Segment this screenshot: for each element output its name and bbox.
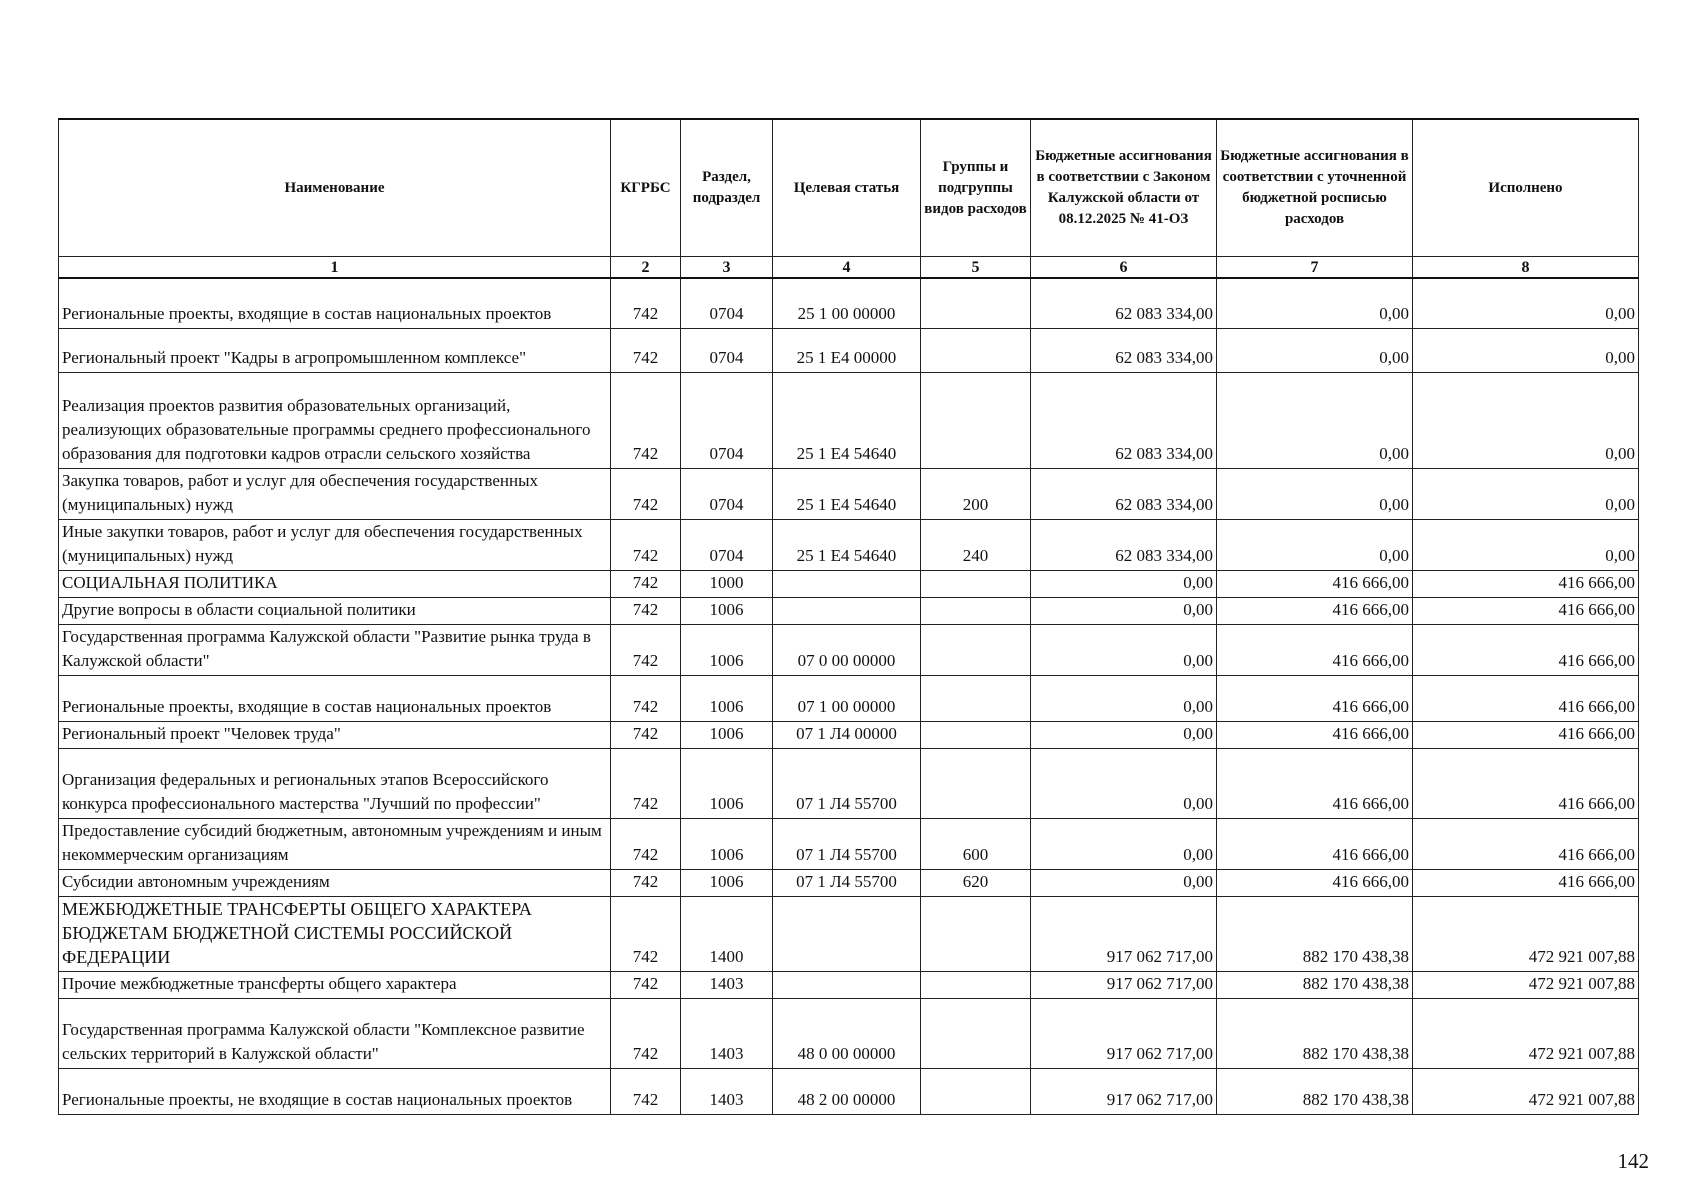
table-row xyxy=(59,971,1639,998)
row-law: 0,00 xyxy=(1031,597,1217,624)
row-law: 0,00 xyxy=(1031,675,1217,721)
budget-table xyxy=(58,118,1639,1115)
row-law: 62 083 334,00 xyxy=(1031,278,1217,328)
header-row xyxy=(59,119,1639,257)
row-group: 240 xyxy=(921,519,1031,570)
row-target: 07 1 Л4 00000 xyxy=(773,721,921,748)
row-section: 0704 xyxy=(681,372,773,468)
row-law: 0,00 xyxy=(1031,570,1217,597)
row-group xyxy=(921,372,1031,468)
row-name: МЕЖБЮДЖЕТНЫЕ ТРАНСФЕРТЫ ОБЩЕГО ХАРАКТЕРА БЮДЖЕТАМ БЮДЖЕТНОЙ СИСТЕМЫ РОССИЙСКОЙ ФЕДЕРАЦИИ xyxy=(59,896,611,971)
column-number: 1 xyxy=(59,257,611,279)
row-target: 07 1 Л4 55700 xyxy=(773,818,921,869)
row-target: 25 1 Е4 54640 xyxy=(773,519,921,570)
row-executed: 472 921 007,88 xyxy=(1413,1068,1639,1114)
row-executed: 416 666,00 xyxy=(1413,675,1639,721)
row-target: 07 1 Л4 55700 xyxy=(773,748,921,818)
table-row xyxy=(59,278,1639,328)
table-row xyxy=(59,896,1639,971)
row-name: Региональный проект "Человек труда" xyxy=(59,721,611,748)
row-law: 62 083 334,00 xyxy=(1031,372,1217,468)
header-target: Целевая статья xyxy=(773,119,921,257)
row-group xyxy=(921,328,1031,372)
row-law: 0,00 xyxy=(1031,869,1217,896)
row-target: 07 0 00 00000 xyxy=(773,624,921,675)
row-executed: 416 666,00 xyxy=(1413,721,1639,748)
row-executed: 0,00 xyxy=(1413,468,1639,519)
row-section: 1006 xyxy=(681,721,773,748)
row-section: 0704 xyxy=(681,278,773,328)
row-target: 48 0 00 00000 xyxy=(773,998,921,1068)
row-section: 1400 xyxy=(681,896,773,971)
row-executed: 472 921 007,88 xyxy=(1413,998,1639,1068)
row-group: 620 xyxy=(921,869,1031,896)
row-name: Региональные проекты, не входящие в состав национальных проектов xyxy=(59,1068,611,1114)
row-section: 0704 xyxy=(681,519,773,570)
header-executed: Исполнено xyxy=(1413,119,1639,257)
row-name: Государственная программа Калужской области "Комплексное развитие сельских территорий в Калужской области" xyxy=(59,998,611,1068)
row-executed: 416 666,00 xyxy=(1413,570,1639,597)
row-name: Предоставление субсидий бюджетным, автономным учреждениям и иным некоммерческим организациям xyxy=(59,818,611,869)
row-target xyxy=(773,971,921,998)
row-section: 0704 xyxy=(681,468,773,519)
row-kgrbs: 742 xyxy=(611,468,681,519)
row-refined: 416 666,00 xyxy=(1217,597,1413,624)
row-executed: 0,00 xyxy=(1413,519,1639,570)
row-refined: 0,00 xyxy=(1217,328,1413,372)
row-executed: 416 666,00 xyxy=(1413,869,1639,896)
column-number: 5 xyxy=(921,257,1031,279)
row-target: 25 1 Е4 54640 xyxy=(773,372,921,468)
row-law: 0,00 xyxy=(1031,748,1217,818)
row-name: Государственная программа Калужской области "Развитие рынка труда в Калужской области" xyxy=(59,624,611,675)
row-group xyxy=(921,1068,1031,1114)
row-group xyxy=(921,998,1031,1068)
row-executed: 416 666,00 xyxy=(1413,818,1639,869)
row-refined: 0,00 xyxy=(1217,372,1413,468)
row-kgrbs: 742 xyxy=(611,971,681,998)
row-executed: 0,00 xyxy=(1413,278,1639,328)
table-row xyxy=(59,675,1639,721)
row-kgrbs: 742 xyxy=(611,869,681,896)
row-name: Организация федеральных и региональных этапов Всероссийского конкурса профессионального мастерства "Лучший по профессии" xyxy=(59,748,611,818)
row-kgrbs: 742 xyxy=(611,372,681,468)
row-group: 600 xyxy=(921,818,1031,869)
row-name: Реализация проектов развития образовательных организаций, реализующих образовательные программы среднего профессионального образования для подготовки кадров отрасли сельского хозяйства xyxy=(59,372,611,468)
row-law: 917 062 717,00 xyxy=(1031,971,1217,998)
table-row xyxy=(59,519,1639,570)
row-refined: 416 666,00 xyxy=(1217,869,1413,896)
row-target xyxy=(773,597,921,624)
row-refined: 0,00 xyxy=(1217,278,1413,328)
row-name: Региональные проекты, входящие в состав национальных проектов xyxy=(59,675,611,721)
budget-sheet xyxy=(58,118,1638,1115)
row-target: 07 1 00 00000 xyxy=(773,675,921,721)
header-section: Раздел, подраздел xyxy=(681,119,773,257)
row-name: Региональные проекты, входящие в состав национальных проектов xyxy=(59,278,611,328)
row-section: 1000 xyxy=(681,570,773,597)
row-group xyxy=(921,624,1031,675)
row-name: Другие вопросы в области социальной политики xyxy=(59,597,611,624)
table-row xyxy=(59,328,1639,372)
row-executed: 472 921 007,88 xyxy=(1413,896,1639,971)
header-name: Наименование xyxy=(59,119,611,257)
row-group xyxy=(921,278,1031,328)
column-number-row xyxy=(59,257,1639,279)
table-row xyxy=(59,721,1639,748)
row-refined: 0,00 xyxy=(1217,468,1413,519)
table-row xyxy=(59,468,1639,519)
table-row xyxy=(59,624,1639,675)
row-target xyxy=(773,570,921,597)
row-refined: 416 666,00 xyxy=(1217,624,1413,675)
row-group xyxy=(921,896,1031,971)
header-kgrbs: КГРБС xyxy=(611,119,681,257)
row-refined: 416 666,00 xyxy=(1217,721,1413,748)
column-number: 2 xyxy=(611,257,681,279)
row-target: 25 1 Е4 54640 xyxy=(773,468,921,519)
header-refined: Бюджетные ассигнования в соответствии с уточненной бюджетной росписью расходов xyxy=(1217,119,1413,257)
table-row xyxy=(59,998,1639,1068)
row-executed: 416 666,00 xyxy=(1413,624,1639,675)
row-section: 1006 xyxy=(681,597,773,624)
row-kgrbs: 742 xyxy=(611,748,681,818)
row-group: 200 xyxy=(921,468,1031,519)
row-section: 1006 xyxy=(681,869,773,896)
row-executed: 416 666,00 xyxy=(1413,748,1639,818)
table-row xyxy=(59,597,1639,624)
row-refined: 882 170 438,38 xyxy=(1217,1068,1413,1114)
row-law: 62 083 334,00 xyxy=(1031,328,1217,372)
row-refined: 882 170 438,38 xyxy=(1217,896,1413,971)
row-refined: 0,00 xyxy=(1217,519,1413,570)
row-refined: 416 666,00 xyxy=(1217,818,1413,869)
row-kgrbs: 742 xyxy=(611,597,681,624)
row-kgrbs: 742 xyxy=(611,896,681,971)
row-target xyxy=(773,896,921,971)
row-kgrbs: 742 xyxy=(611,721,681,748)
table-row xyxy=(59,818,1639,869)
row-group xyxy=(921,748,1031,818)
row-law: 0,00 xyxy=(1031,818,1217,869)
table-row xyxy=(59,372,1639,468)
row-executed: 416 666,00 xyxy=(1413,597,1639,624)
row-target: 25 1 00 00000 xyxy=(773,278,921,328)
row-law: 0,00 xyxy=(1031,624,1217,675)
row-refined: 416 666,00 xyxy=(1217,748,1413,818)
row-kgrbs: 742 xyxy=(611,570,681,597)
row-section: 1403 xyxy=(681,1068,773,1114)
row-section: 1006 xyxy=(681,624,773,675)
table-row xyxy=(59,570,1639,597)
column-number: 4 xyxy=(773,257,921,279)
row-kgrbs: 742 xyxy=(611,624,681,675)
row-name: Иные закупки товаров, работ и услуг для обеспечения государственных (муниципальных) нужд xyxy=(59,519,611,570)
row-refined: 882 170 438,38 xyxy=(1217,998,1413,1068)
row-group xyxy=(921,971,1031,998)
column-number: 6 xyxy=(1031,257,1217,279)
header-law: Бюджетные ассигнования в соответствии с Законом Калужской области от 08.12.2025 № 41-ОЗ xyxy=(1031,119,1217,257)
table-row xyxy=(59,748,1639,818)
row-executed: 0,00 xyxy=(1413,328,1639,372)
column-number: 7 xyxy=(1217,257,1413,279)
header-groups: Группы и подгруппы видов расходов xyxy=(921,119,1031,257)
row-section: 1403 xyxy=(681,998,773,1068)
row-group xyxy=(921,675,1031,721)
row-kgrbs: 742 xyxy=(611,818,681,869)
row-group xyxy=(921,721,1031,748)
row-refined: 416 666,00 xyxy=(1217,675,1413,721)
row-section: 0704 xyxy=(681,328,773,372)
row-law: 917 062 717,00 xyxy=(1031,896,1217,971)
row-kgrbs: 742 xyxy=(611,278,681,328)
row-section: 1006 xyxy=(681,675,773,721)
row-group xyxy=(921,597,1031,624)
row-section: 1403 xyxy=(681,971,773,998)
row-executed: 0,00 xyxy=(1413,372,1639,468)
row-law: 62 083 334,00 xyxy=(1031,519,1217,570)
column-number: 3 xyxy=(681,257,773,279)
row-name: СОЦИАЛЬНАЯ ПОЛИТИКА xyxy=(59,570,611,597)
row-kgrbs: 742 xyxy=(611,328,681,372)
row-refined: 416 666,00 xyxy=(1217,570,1413,597)
row-kgrbs: 742 xyxy=(611,675,681,721)
row-name: Региональный проект "Кадры в агропромышленном комплексе" xyxy=(59,328,611,372)
row-target: 07 1 Л4 55700 xyxy=(773,869,921,896)
row-section: 1006 xyxy=(681,748,773,818)
row-kgrbs: 742 xyxy=(611,519,681,570)
row-target: 48 2 00 00000 xyxy=(773,1068,921,1114)
row-law: 917 062 717,00 xyxy=(1031,998,1217,1068)
row-refined: 882 170 438,38 xyxy=(1217,971,1413,998)
row-target: 25 1 Е4 00000 xyxy=(773,328,921,372)
column-number: 8 xyxy=(1413,257,1639,279)
row-executed: 472 921 007,88 xyxy=(1413,971,1639,998)
row-kgrbs: 742 xyxy=(611,998,681,1068)
row-name: Субсидии автономным учреждениям xyxy=(59,869,611,896)
row-section: 1006 xyxy=(681,818,773,869)
row-law: 62 083 334,00 xyxy=(1031,468,1217,519)
row-name: Закупка товаров, работ и услуг для обеспечения государственных (муниципальных) нужд xyxy=(59,468,611,519)
row-law: 917 062 717,00 xyxy=(1031,1068,1217,1114)
table-row xyxy=(59,869,1639,896)
row-kgrbs: 742 xyxy=(611,1068,681,1114)
row-law: 0,00 xyxy=(1031,721,1217,748)
page-number: 142 xyxy=(1617,1149,1649,1173)
row-group xyxy=(921,570,1031,597)
row-name: Прочие межбюджетные трансферты общего характера xyxy=(59,971,611,998)
table-row xyxy=(59,1068,1639,1114)
